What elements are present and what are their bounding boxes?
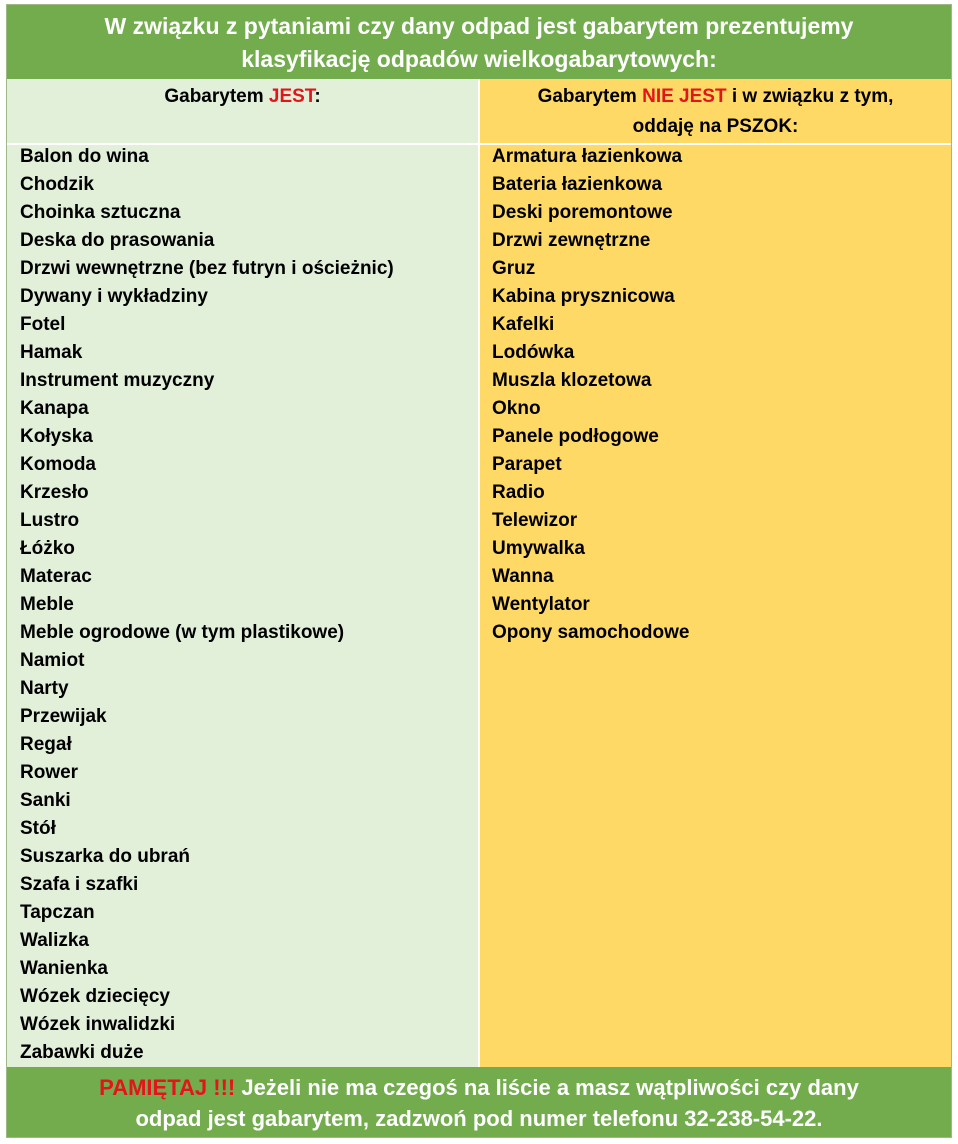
list-item: Wózek dziecięcy	[20, 986, 170, 1007]
list-item: Wózek inwalidzki	[20, 1014, 176, 1035]
footer-text-1: Jeżeli nie ma czegoś na liście a masz wątpliwości czy dany	[235, 1075, 859, 1100]
header-left-suffix: :	[314, 86, 321, 107]
list-item: Materac	[20, 566, 92, 587]
list-item: Chodzik	[20, 174, 94, 195]
list-item: Wanienka	[20, 958, 108, 979]
bulky-items-list	[7, 143, 478, 1067]
list-item: Instrument muzyczny	[20, 370, 215, 391]
list-item: Balon do wina	[20, 146, 149, 167]
list-item: Kanapa	[20, 398, 89, 419]
list-item: Krzesło	[20, 482, 89, 503]
header-right-suffix: i w związku z tym,	[726, 86, 894, 107]
table-title	[7, 5, 951, 79]
list-item: Parapet	[492, 454, 562, 475]
list-item: Fotel	[20, 314, 66, 335]
list-item: Bateria łazienkowa	[492, 174, 663, 195]
header-right-line-2: oddaję na PSZOK:	[632, 116, 799, 137]
list-item: Kafelki	[492, 314, 555, 335]
list-item: Rower	[20, 762, 79, 783]
list-item: Regał	[20, 734, 72, 755]
header-right-prefix: Gabarytem	[537, 86, 643, 107]
title-line-2: klasyfikację odpadów wielkogabarytowych:	[241, 46, 717, 72]
non-bulky-items-list	[480, 143, 951, 647]
list-item: Gruz	[492, 258, 536, 279]
footer-notice	[7, 1067, 951, 1137]
list-item: Muszla klozetowa	[492, 370, 652, 391]
list-item: Przewijak	[20, 706, 107, 727]
list-item: Opony samochodowe	[492, 622, 690, 643]
list-item: Umywalka	[492, 538, 585, 559]
list-item: Walizka	[20, 930, 89, 951]
classification-table	[6, 4, 952, 1138]
list-item: Deska do prasowania	[20, 230, 215, 251]
list-item: Wanna	[492, 566, 554, 587]
list-item: Stół	[20, 818, 56, 839]
list-item: Choinka sztuczna	[20, 202, 181, 223]
list-item: Deski poremontowe	[492, 202, 673, 223]
list-item: Tapczan	[20, 902, 95, 923]
header-left-highlight: JEST	[268, 86, 315, 107]
list-item: Suszarka do ubrań	[20, 846, 190, 867]
list-item: Meble ogrodowe (w tym plastikowe)	[20, 622, 345, 643]
list-item: Panele podłogowe	[492, 426, 659, 447]
list-item: Namiot	[20, 650, 85, 671]
list-item: Szafa i szafki	[20, 874, 139, 895]
list-item: Kabina prysznicowa	[492, 286, 675, 307]
list-item: Dywany i wykładziny	[20, 286, 208, 307]
footer-warning: PAMIĘTAJ !!!	[99, 1075, 236, 1100]
list-item: Okno	[492, 398, 541, 419]
bulky-items-column	[7, 145, 480, 1067]
list-item: Lodówka	[492, 342, 575, 363]
footer-text-2: odpad jest gabarytem, zadzwoń pod numer telefonu 32-238-54-22.	[135, 1106, 823, 1131]
list-item: Radio	[492, 482, 545, 503]
list-item: Hamak	[20, 342, 83, 363]
list-item: Drzwi zewnętrzne	[492, 230, 651, 251]
header-right-highlight: NIE JEST	[642, 86, 727, 107]
list-item: Zabawki duże	[20, 1042, 144, 1063]
list-item: Meble	[20, 594, 74, 615]
list-item: Armatura łazienkowa	[492, 146, 683, 167]
list-item: Telewizor	[492, 510, 578, 531]
list-item: Lustro	[20, 510, 80, 531]
list-item: Łóżko	[20, 538, 75, 559]
list-item: Narty	[20, 678, 69, 699]
list-item: Komoda	[20, 454, 96, 475]
list-item: Kołyska	[20, 426, 93, 447]
header-left-prefix: Gabarytem	[164, 86, 269, 107]
non-bulky-items-column	[480, 145, 951, 1067]
header-is-bulky	[7, 79, 480, 145]
list-item: Sanki	[20, 790, 71, 811]
header-not-bulky	[480, 79, 951, 145]
list-item: Wentylator	[492, 594, 590, 615]
list-item: Drzwi wewnętrzne (bez futryn i ościeżnic)	[20, 258, 394, 279]
title-line-1: W związku z pytaniami czy dany odpad jest gabarytem prezentujemy	[104, 13, 854, 39]
